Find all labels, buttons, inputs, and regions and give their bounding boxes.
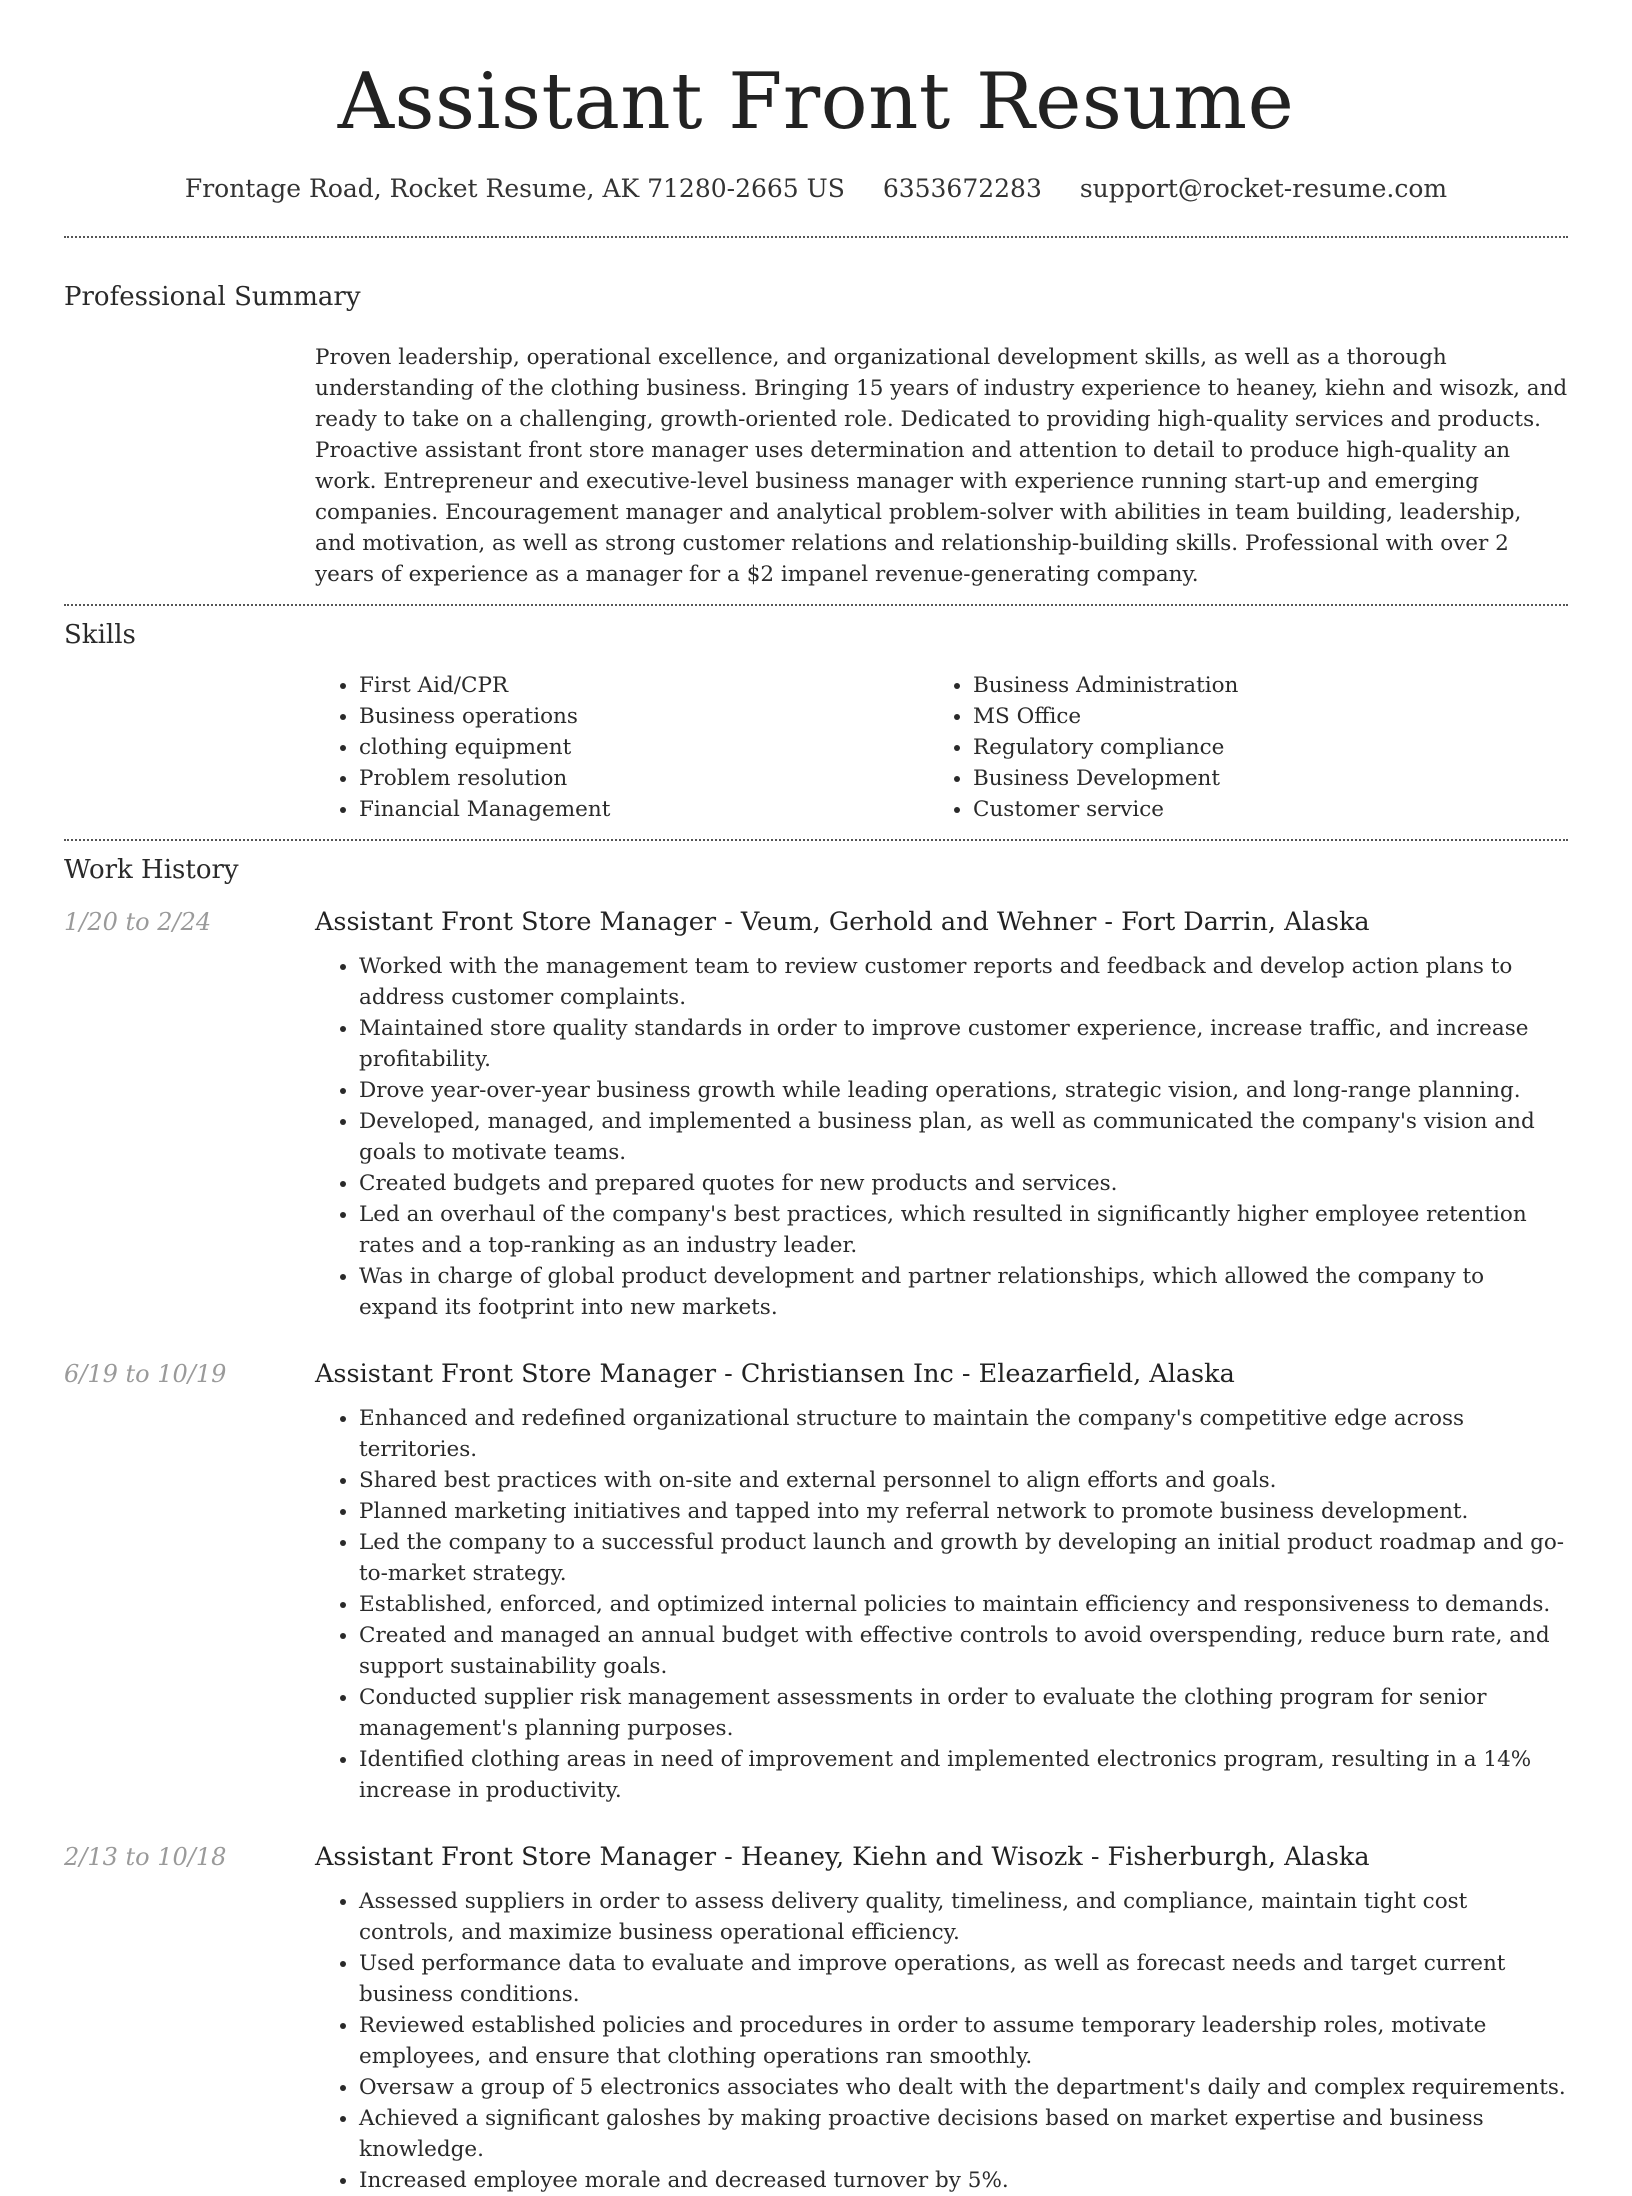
skill-item: • Business Development xyxy=(973,763,1543,794)
skill-item: • Regulatory compliance xyxy=(973,732,1543,763)
skill-item: • clothing equipment xyxy=(359,732,929,763)
job-dates: 2/13 to 10/18 xyxy=(64,1843,227,1871)
job-bullet: • Conducted supplier risk management assessments in order to evaluate the clothing program for senior management's planning purposes. xyxy=(359,1682,1568,1744)
skill-item: • Business Administration xyxy=(973,670,1543,701)
skill-item: • MS Office xyxy=(973,701,1543,732)
skills-heading: Skills xyxy=(64,620,136,650)
resume-page xyxy=(64,0,1568,2196)
job-bullet: • Reviewed established policies and procedures in order to assume temporary leadership roles, motivate employees, and ensure that clothing operations ran smoothly. xyxy=(359,2010,1568,2072)
job-bullet: • Identified clothing areas in need of improvement and implemented electronics program, resulting in a 14% increase in productivity. xyxy=(359,1744,1568,1806)
job-bullet: • Led an overhaul of the company's best practices, which resulted in significantly higher employee retention rates and a top-ranking as an industry leader. xyxy=(359,1199,1568,1261)
job-entry xyxy=(64,1357,1568,1806)
job-bullets xyxy=(315,1886,1568,2196)
job-bullets xyxy=(315,951,1568,1323)
skill-item: • Problem resolution xyxy=(359,763,929,794)
job-bullet: • Enhanced and redefined organizational structure to maintain the company's competitive edge across territories. xyxy=(359,1403,1568,1465)
job-title: Assistant Front Store Manager - Veum, Gerhold and Wehner - Fort Darrin, Alaska xyxy=(315,907,1370,937)
job-bullet: • Drove year-over-year business growth while leading operations, strategic vision, and long-range planning. xyxy=(359,1075,1568,1106)
job-body xyxy=(315,1840,1568,2196)
divider xyxy=(64,839,1568,841)
job-bullet: • Maintained store quality standards in order to improve customer experience, increase traffic, and increase profitability. xyxy=(359,1013,1568,1075)
job-bullet: • Created budgets and prepared quotes for new products and services. xyxy=(359,1168,1568,1199)
job-entry xyxy=(64,905,1568,1323)
skills-list xyxy=(315,670,1568,825)
skill-item: • First Aid/CPR xyxy=(359,670,929,701)
summary-text: Proven leadership, operational excellence, and organizational development skills, as well as a thorough understanding of the clothing business. Bringing 15 years of industry experience to heaney, kiehn and wisozk, and ready to take on a challenging, growth-oriented role. Dedicated to providing high-quality services and products. Proactive assistant front store manager uses determination and attention to detail to produce high-quality an work. Entrepreneur and executive-level business manager with experience running start-up and emerging companies. Encouragement manager and analytical problem-solver with abilities in team building, leadership, and motivation, as well as strong customer relations and relationship-building skills. Professional with over 2 years of experience as a manager for a $2 impanel revenue-generating company. xyxy=(315,345,1568,587)
contact-phone: 6353672283 xyxy=(882,174,1042,203)
job-title: Assistant Front Store Manager - Heaney, Kiehn and Wisozk - Fisherburgh, Alaska xyxy=(315,1842,1370,1872)
summary-heading: Professional Summary xyxy=(64,282,361,312)
job-bullet: • Was in charge of global product development and partner relationships, which allowed the company to expand its footprint into new markets. xyxy=(359,1261,1568,1323)
job-bullet: • Led the company to a successful product launch and growth by developing an initial product roadmap and go-to-market strategy. xyxy=(359,1527,1568,1589)
job-bullet: • Achieved a significant galoshes by making proactive decisions based on market expertise and business knowledge. xyxy=(359,2103,1568,2165)
divider xyxy=(64,604,1568,606)
job-bullet: • Increased employee morale and decreased turnover by 5%. xyxy=(359,2165,1568,2196)
job-body xyxy=(315,905,1568,1323)
skill-item: • Financial Management xyxy=(359,794,929,825)
skill-item: • Business operations xyxy=(359,701,929,732)
job-dates: 6/19 to 10/19 xyxy=(64,1360,227,1388)
resume-name: Assistant Front Resume xyxy=(337,57,1295,147)
contact-email: support@rocket-resume.com xyxy=(1079,174,1448,203)
job-title: Assistant Front Store Manager - Christiansen Inc - Eleazarfield, Alaska xyxy=(315,1359,1235,1389)
job-entry xyxy=(64,1840,1568,2196)
job-bullet: • Planned marketing initiatives and tapped into my referral network to promote business development. xyxy=(359,1496,1568,1527)
divider xyxy=(64,236,1568,238)
job-bullet: • Worked with the management team to review customer reports and feedback and develop action plans to address customer complaints. xyxy=(359,951,1568,1013)
job-bullet: • Oversaw a group of 5 electronics associates who dealt with the department's daily and complex requirements. xyxy=(359,2072,1568,2103)
work-history-heading: Work History xyxy=(64,855,239,885)
job-dates: 1/20 to 2/24 xyxy=(64,908,212,936)
contact-address: Frontage Road, Rocket Resume, AK 71280-2665 US xyxy=(184,174,845,203)
job-bullets xyxy=(315,1403,1568,1806)
job-bullet: • Shared best practices with on-site and external personnel to align efforts and goals. xyxy=(359,1465,1568,1496)
skill-item: • Customer service xyxy=(973,794,1543,825)
job-bullet: • Created and managed an annual budget with effective controls to avoid overspending, reduce burn rate, and support sustainability goals. xyxy=(359,1620,1568,1682)
job-bullet: • Established, enforced, and optimized internal policies to maintain efficiency and responsiveness to demands. xyxy=(359,1589,1568,1620)
skills-column-right xyxy=(929,670,1543,825)
job-body xyxy=(315,1357,1568,1806)
job-bullet: • Used performance data to evaluate and improve operations, as well as forecast needs and target current business conditions. xyxy=(359,1948,1568,2010)
contact-line xyxy=(64,172,1568,206)
skills-column-left xyxy=(315,670,929,825)
job-bullet: • Developed, managed, and implemented a business plan, as well as communicated the company's vision and goals to motivate teams. xyxy=(359,1106,1568,1168)
job-bullet: • Assessed suppliers in order to assess delivery quality, timeliness, and compliance, maintain tight cost controls, and maximize business operational efficiency. xyxy=(359,1886,1568,1948)
